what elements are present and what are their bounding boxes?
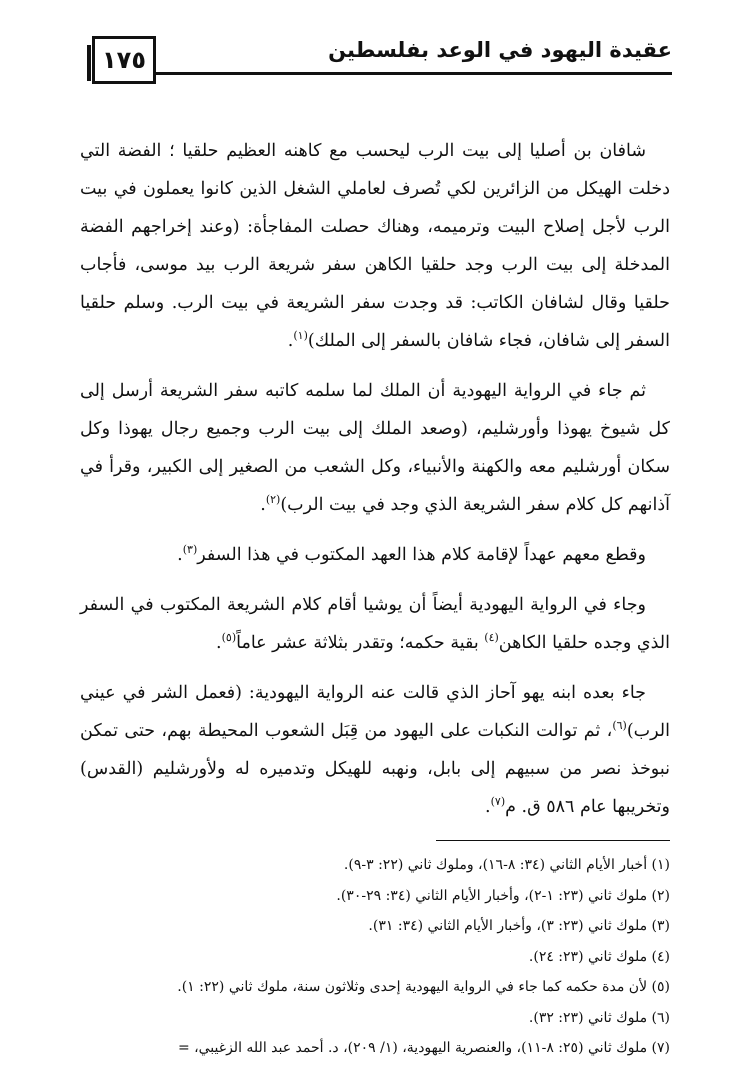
- paragraph-text: ، ثم توالت النكبات على اليهود من قِبَل الشعوب المحيطة بهم، حتى تمكن نبوخذ نصر من سبيهم إلى بابل، ونهبه للهيكل وتدميره له ولأورشليم (القدس) وتخريبها عام ٥٨٦ ق. م: [80, 721, 670, 817]
- footnote-ref: (٥): [221, 631, 237, 645]
- paragraph: [80, 536, 670, 574]
- footnote-ref: (٢): [265, 493, 281, 507]
- paragraph: [80, 586, 670, 662]
- footnote-ref: (٦): [612, 719, 627, 733]
- footnote-ref: (٧): [490, 795, 506, 809]
- page-number: ١٧٥: [92, 36, 156, 84]
- footnote: (٣) ملوك ثاني (٢٣: ٣)، وأخبار الأيام الثاني (٣٤: ٣١).: [368, 918, 670, 934]
- paragraph-tail: .: [177, 545, 183, 565]
- paragraph-tail: .: [216, 633, 222, 653]
- paragraph-tail: .: [287, 331, 294, 351]
- footnote-ref: (١): [293, 329, 308, 343]
- paragraph-text: شافان بن أصليا إلى بيت الرب ليحسب مع كاهنه العظيم حلقيا ؛ الفضة التي دخلت الهيكل من الزائرين لكي تُصرف لعاملي الشغل الذين كانوا يعملون في بيت الرب لأجل إصلاح البيت وترميمه، وهناك حصلت المفاجأة: (وعند إخراجهم الفضة المدخلة إلى بيت الرب وجد حلقيا الكاهن سفر شريعة الرب بيد موسى، فأجاب حلقيا وقال لشافان الكاتب: قد وجدت سفر الشريعة في بيت الرب. وسلم حلقيا السفر إلى شافان، فجاء شافان بالسفر إلى الملك): [80, 141, 670, 351]
- paragraph-text: جاء بعده ابنه يهو آحاز الذي قالت عنه الرواية اليهودية: (فعمل الشر في عيني الرب): [80, 683, 670, 741]
- paragraph-tail: .: [485, 797, 491, 817]
- footnote: (٧) ملوك ثاني (٢٥: ٨-١١)، والعنصرية اليهودية، (١/ ٢٠٩)، د. أحمد عبد الله الزغيبي، =: [177, 1040, 670, 1056]
- paragraph: [80, 674, 670, 826]
- footnote: (٤) ملوك ثاني (٢٣: ٢٤).: [528, 948, 670, 965]
- page-header: [92, 36, 672, 76]
- footnote-ref: (٣): [182, 543, 198, 557]
- paragraph-text: وجاء في الرواية اليهودية أيضاً أن يوشيا أقام كلام الشريعة المكتوب في السفر الذي وجده حلقيا الكاهن: [80, 595, 670, 653]
- footnote: (٥) لأن مدة حكمه كما جاء في الرواية اليهودية إحدى وثلاثون سنة، ملوك ثاني (٢٢: ١).: [177, 979, 670, 995]
- paragraph: [80, 372, 670, 524]
- paragraph-tail: .: [260, 495, 266, 515]
- header-rule: [156, 72, 672, 75]
- paragraph-text: بقية حكمه؛ وتقدر بثلاثة عشر عاماً: [236, 633, 485, 653]
- book-title: عقيدة اليهود في الوعد بفلسطين: [328, 38, 672, 62]
- body-text: [80, 132, 670, 838]
- footnote-separator: [436, 840, 670, 841]
- footnote: (٢) ملوك ثاني (٢٣: ١-٢)، وأخبار الأيام الثاني (٣٤: ٢٩-٣٠).: [336, 887, 670, 904]
- paragraph-text: وقطع معهم عهداً لإقامة كلام هذا العهد المكتوب في هذا السفر: [197, 545, 646, 565]
- paragraph: [80, 132, 670, 360]
- footnote-ref: (٤): [484, 631, 499, 645]
- paragraph-text: ثم جاء في الرواية اليهودية أن الملك لما سلمه كاتبه سفر الشريعة أرسل إلى كل شيوخ يهوذا وأورشليم، (وصعد الملك إلى بيت الرب وجميع رجال يهوذا وكل سكان أورشليم معه والكهنة والأنبياء، وكل الشعب من الصغير إلى الكبير، وقرأ في آذانهم كل كلام سفر الشريعة الذي وجد في بيت الرب): [80, 381, 670, 515]
- footnote: (٦) ملوك ثاني (٢٣: ٣٢).: [528, 1009, 670, 1026]
- footnotes: [80, 850, 670, 1064]
- footnote: (١) أخبار الأيام الثاني (٣٤: ٨-١٦)، وملوك ثاني (٢٢: ٣-٩).: [343, 857, 670, 873]
